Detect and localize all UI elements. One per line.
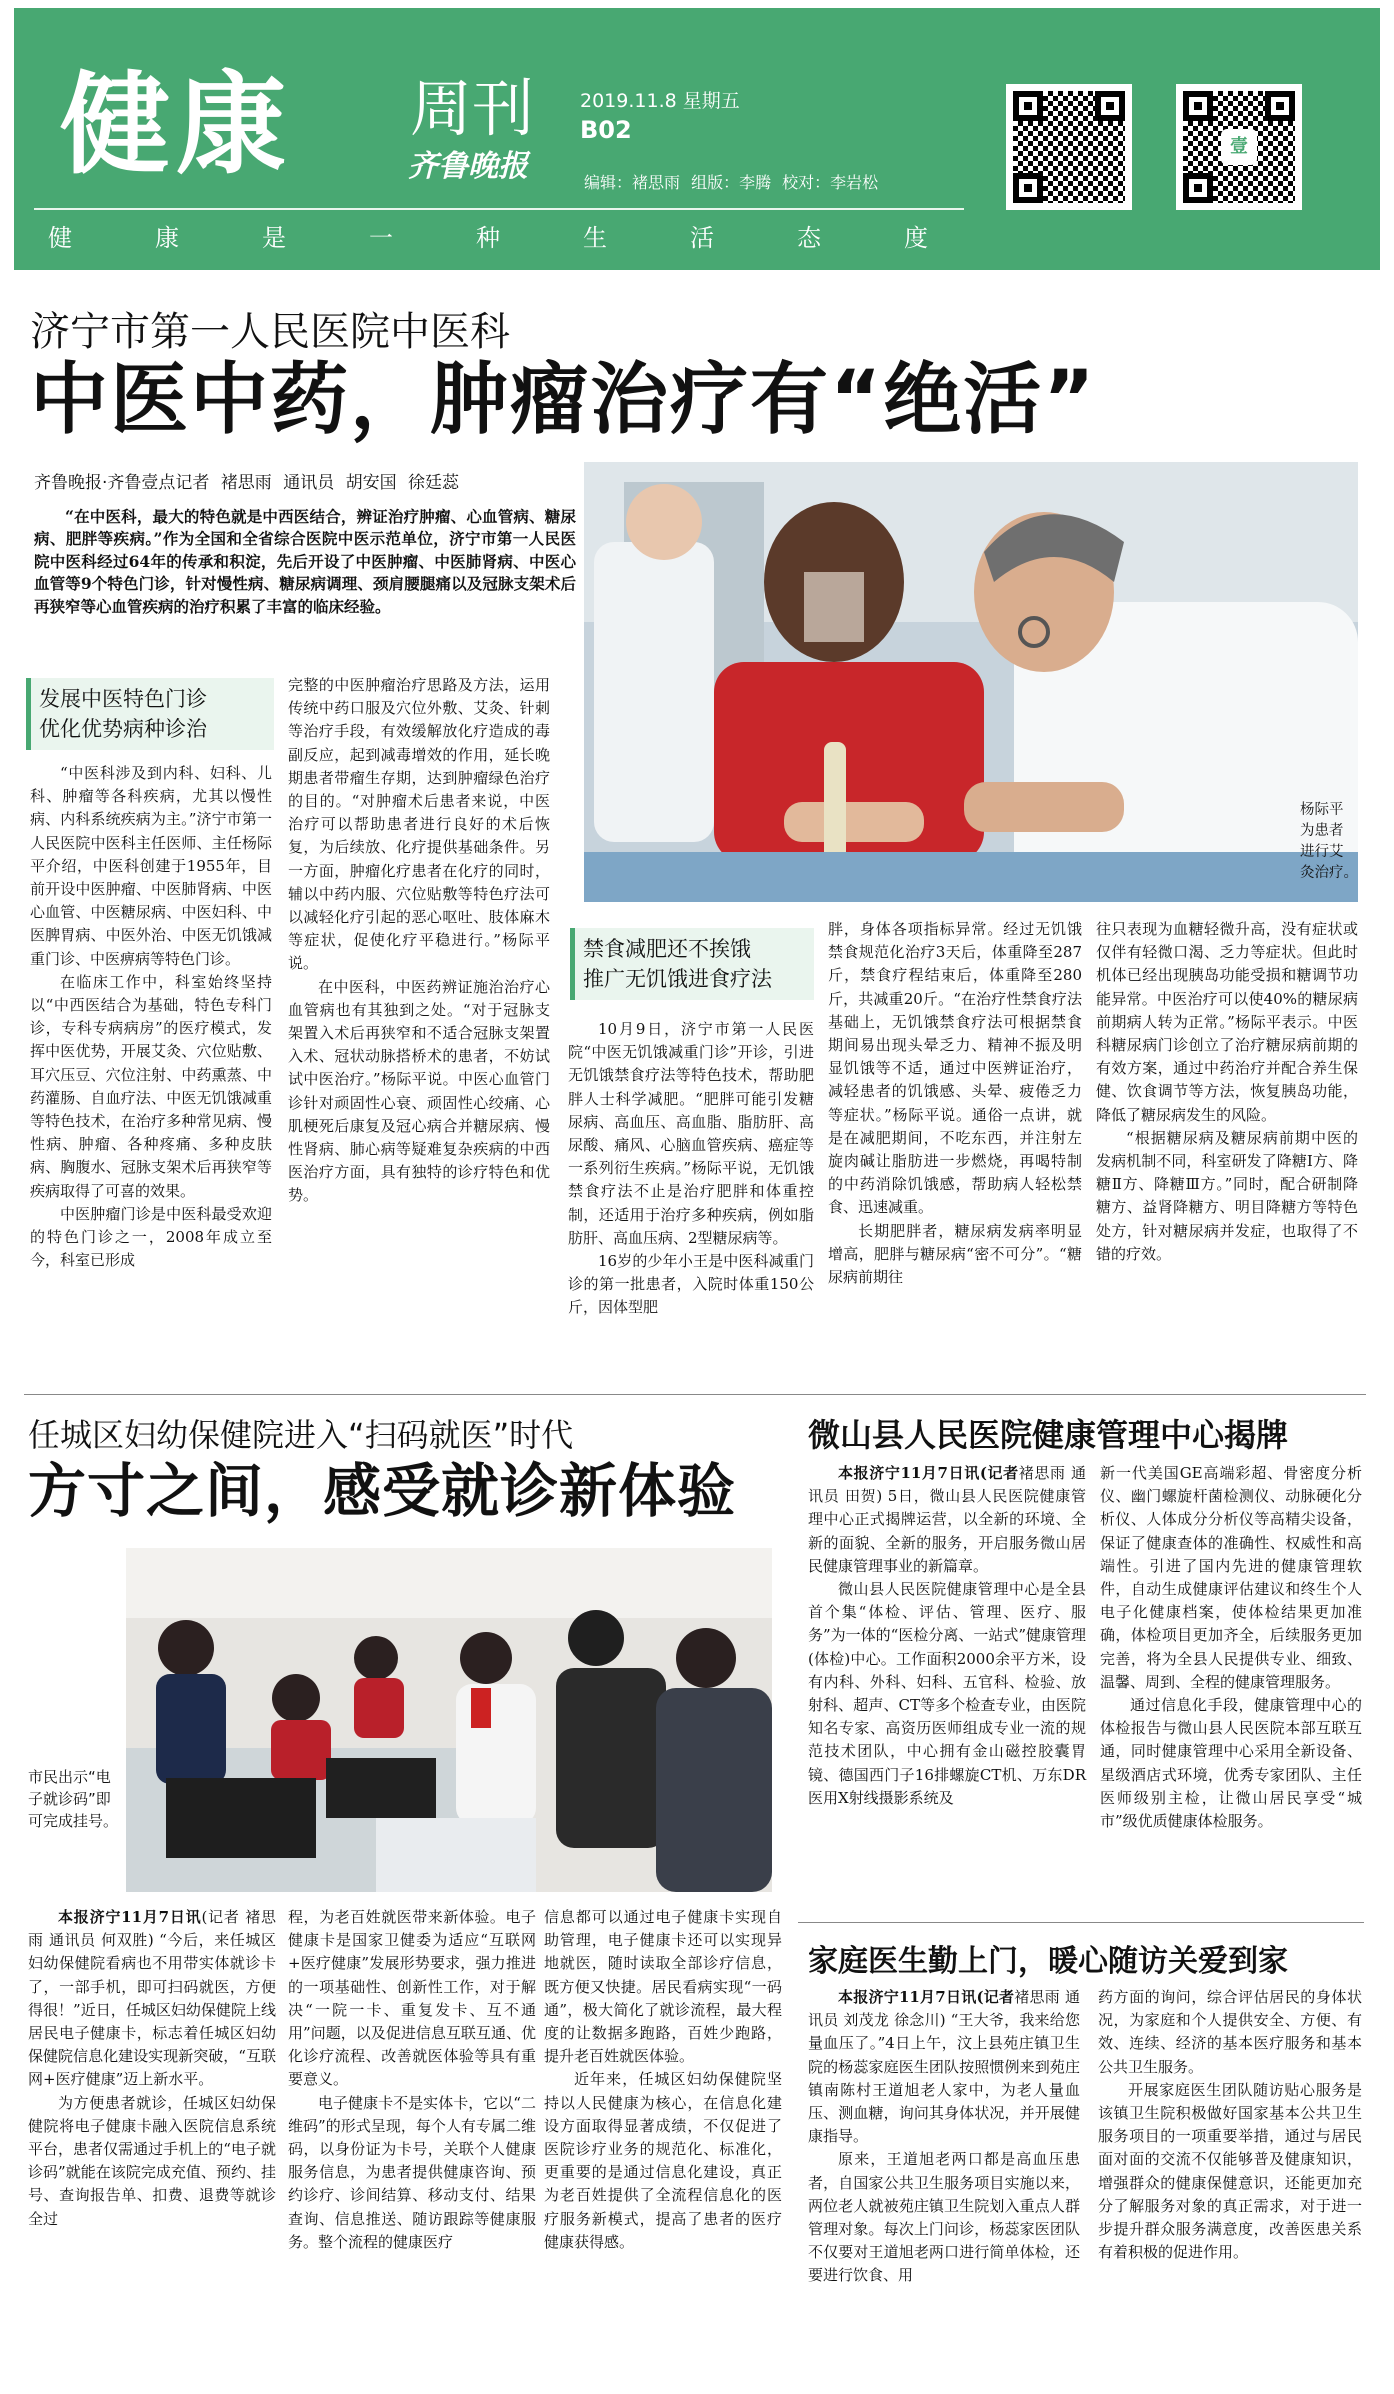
article-lead: [34, 506, 576, 618]
article-column: [808, 1986, 1080, 2288]
article-column: [28, 1906, 276, 2231]
paragraph: 往只表现为血糖轻微升高，没有症状或仅伴有轻微口渴、乏力等症状。但此时机体已经出现胰岛功能受损和糖调节功能异常。中医治疗可以使40%的糖尿病前期病人转为正常。”杨际平表示。中医科糖尿病门诊创立了治疗糖尿病前期的有效方案，通过中药治疗并配合养生保健、饮食调节等方法，恢复胰岛功能，降低了糖尿病发生的风险。: [1096, 920, 1358, 1124]
photo-caption: [1300, 800, 1360, 884]
slogan-char: 是: [262, 224, 286, 252]
paragraph: [28, 1906, 276, 2092]
slogan-char: 健: [48, 224, 72, 252]
masthead-title: 健康: [60, 61, 292, 189]
paragraph: 在临床工作中，科室始终坚持以“中西医结合为基础，特色专科门诊，专科专病病房”的医疗模式，发挥中医优势，开展艾灸、穴位贴敷、耳穴压豆、穴位注射、中药熏蒸、中药灌肠、自血疗法、中医无饥饿减重等特色技术，在治疗多种常见病、慢性病、肿瘤、各种疼痛、多种皮肤病、胸腹水、冠脉支架术后再狭窄等疾病取得了可喜的效果。: [30, 972, 272, 1200]
issue-date: 2019.11.8 星期五: [580, 90, 740, 112]
newspaper-brand-logo: 齐鲁晚报: [408, 149, 528, 184]
qr-logo: 壹: [1221, 129, 1257, 165]
caption-line: 灸治疗。: [1300, 865, 1358, 881]
paragraph-text: 褚思雨 通讯员 刘茂龙 徐念川) “王大爷，我来给您量血压了。”4日上午，汶上县苑庄镇卫生院的杨蕊家庭医生团队按照惯例来到苑庄镇南陈村王道旭老人家中，为老人量血压、测血糖，询问其身体状况，并开展健康指导。: [808, 1988, 1080, 2146]
section-subhead: 发展中医特色门诊 优化优势病种诊治: [26, 678, 274, 750]
article-headline: 家庭医生勤上门，暖心随访关爱到家: [808, 1944, 1288, 1979]
article-column: [1100, 1462, 1362, 1833]
lead-paragraph: “在中医科，最大的特色就是中西医结合，辨证治疗肿瘤、心血管病、糖尿病、肥胖等疾病。”作为全国和全省综合医院中医示范单位，济宁市第一人民医院中医科经过64年的传承和积淀，先后开设了中医肿瘤、中医肺肾病、中医心血管等9个特色门诊，针对慢性病、糖尿病调理、颈肩腰腿痛以及冠脉支架术后再狭窄等心血管疾病的治疗积累了丰富的临床经验。: [34, 507, 576, 616]
paragraph: 药方面的询问，综合评估居民的身体状况，为家庭和个人提供安全、方便、有效、连续、经济的基本医疗服务和基本公共卫生服务。: [1098, 1988, 1362, 2076]
paragraph: 16岁的少年小王是中医科减重门诊的第一批患者，入院时体重150公斤，因体型肥: [568, 1252, 814, 1317]
slogan-char: 生: [583, 224, 607, 252]
paragraph: [808, 1462, 1086, 1578]
moxibustion-photo: [584, 462, 1358, 902]
paragraph: 电子健康卡不是实体卡，它以“二维码”的形式呈现，每个人有专属二维码，以身份证为卡号，关联个人健康服务信息，为患者提供健康咨询、预约诊疗、诊间结算、移动支付、结果查询、信息推送、随访跟踪等健康服务。整个流程的健康医疗: [288, 2093, 536, 2251]
paragraph-text: 褚思雨 通讯员 田贺) 5日，微山县人民医院健康管理中心正式揭牌运营，以全新的环境、全新的面貌、全新的服务，开启服务微山居民健康管理事业的新篇章。: [808, 1464, 1086, 1575]
paragraph: 为方便患者就诊，任城区妇幼保健院将电子健康卡融入医院信息系统平台，患者仅需通过手机上的“电子就诊码”就能在该院完成充值、预约、挂号、查询报告单、扣费、退费等就诊全过: [28, 2093, 276, 2228]
photo-caption: 市民出示“电子就诊码”即可完成挂号。: [28, 1768, 119, 1830]
masthead-slogan: [48, 218, 928, 253]
editor-credits: 编辑：褚思雨 组版：李腾 校对：李岩松: [584, 173, 879, 192]
paragraph: 中医肿瘤门诊是中医科最受欢迎的特色门诊之一，2008年成立至今，科室已形成: [30, 1204, 272, 1270]
paragraph: 长期肥胖者，糖尿病发病率明显增高，肥胖与糖尿病“密不可分”。“糖尿病前期往: [828, 1221, 1082, 1287]
article-column: [544, 1906, 782, 2254]
paragraph: “根据糖尿病及糖尿病前期中医的发病机制不同，科室研发了降糖Ⅰ方、降糖Ⅱ方、降糖Ⅲ方。”同时，配合研制降糖方、益肾降糖方、明目降糖方等特色处方，针对糖尿病并发症，也取得了不错的疗效。: [1096, 1128, 1358, 1263]
slogan-char: 活: [690, 224, 714, 252]
masthead-weekly: 周刊: [410, 72, 535, 145]
section-subhead: 禁食减肥还不挨饿 推广无饥饿进食疗法: [570, 928, 814, 1000]
article-column: [828, 918, 1082, 1289]
paragraph: 近年来，任城区妇幼保健院坚持以人民健康为核心，在信息化建设方面取得显著成绩，不仅促进了医院诊疗业务的规范化、标准化，更重要的是通过信息化建设，真正为老百姓提供了全流程信息化的医疗服务新模式，提高了患者的医疗健康获得感。: [544, 2070, 782, 2251]
dateline: 本报济宁11月7日讯: [58, 1908, 202, 1926]
paragraph: 程，为老百姓就医带来新体验。电子健康卡是国家卫健委为适应“互联网+医疗健康”发展形势要求，强力推进的一项基础性、创新性工作，对于解决“一院一卡、重复发卡、互不通用”问题，以及促进信息互联互通、优化诊疗流程、改善就医体验等具有重要意义。: [288, 1908, 536, 2089]
section-divider: [24, 1394, 1366, 1395]
article-column: [808, 1462, 1086, 1810]
paragraph: 完整的中医肿瘤治疗思路及方法，运用传统中药口服及穴位外敷、艾灸、针刺等治疗手段，有效缓解放化疗造成的毒副反应，起到减毒增效的作用，延长晚期患者带瘤生存期，达到肿瘤绿色治疗的目的。“对肿瘤术后患者来说，中医治疗可以帮助患者进行良好的术后恢复，为后续放、化疗提供基础条件。另一方面，肿瘤化疗患者在化疗的同时，辅以中药内服、穴位贴敷等特色疗法可以减轻化疗引起的恶心呕吐、肢体麻木等症状，促使化疗平稳进行。”杨际平说。: [288, 676, 550, 973]
paragraph: 开展家庭医生团队随访贴心服务是该镇卫生院积极做好国家基本公共卫生服务项目的一项重要举措，通过与居民面对面的交流不仅能够普及健康知识，增强群众的健康保健意识，还能更加充分了解服务对象的真正需求，对于进一步提升群众服务满意度，改善医患关系有着积极的促进作用。: [1098, 2080, 1362, 2262]
paragraph: [808, 1986, 1080, 2148]
slogan-char: 度: [904, 224, 928, 252]
article-column: [30, 762, 272, 1272]
paragraph: 在中医科，中医药辨证施治治疗心血管病也有其独到之处。“对于冠脉支架置入术后再狭窄和不适合冠脉支架置入术、冠状动脉搭桥术的患者，不妨试试中医治疗。”杨际平说。中医心血管门诊针对顽固性心衰、顽固性心绞痛、心肌梗死后康复及冠心病合并糖尿病、慢性肾病、肺心病等疑难复杂疾病的中西医治疗方面，具有独特的诊疗特色和优势。: [288, 977, 550, 1205]
paragraph: 信息都可以通过电子健康卡实现自助管理，电子健康卡还可以实现异地就医，随时读取全部诊疗信息，既方便又快捷。居民看病实现“一码通”，极大简化了就诊流程，最大程度的让数据多跑路，百姓少跑路，提升老百姓就医体验。: [544, 1908, 782, 2066]
hospital-hall-photo: [126, 1548, 772, 1892]
paragraph: 通过信息化手段，健康管理中心的体检报告与微山县人民医院本部互联互通，同时健康管理中心采用全新设备、星级酒店式环境，优秀专家团队、主任医师级别主检，让微山居民享受“城市”级优质健康体检服务。: [1100, 1696, 1362, 1831]
qr-code-icon[interactable]: [1176, 84, 1302, 210]
paragraph: 10月9日，济宁市第一人民医院“中医无饥饿减重门诊”开诊，引进无饥饿禁食疗法等特色技术，帮助肥胖人士科学减肥。“肥胖可能引发糖尿病、高血压、高血脂、脂肪肝、高尿酸、痛风、心脑血管疾病、癌症等一系列衍生疾病。”杨际平说，无饥饿禁食疗法不止是治疗肥胖和体重控制，还适用于治疗多种疾病，例如脂肪肝、高血压病、2型糖尿病等。: [568, 1020, 814, 1247]
article-headline: 方寸之间，感受就诊新体验: [28, 1457, 737, 1525]
article-headline: 微山县人民医院健康管理中心揭牌: [808, 1416, 1289, 1454]
page-number: B02: [580, 116, 632, 144]
caption-line: 杨际平: [1300, 802, 1344, 818]
article-photo: [584, 462, 1358, 902]
article-kicker: 任城区妇幼保健院进入“扫码就医”时代: [28, 1416, 574, 1454]
qr-code-icon[interactable]: [1006, 84, 1132, 210]
article-column: [288, 674, 550, 1208]
article-column: [1098, 1986, 1362, 2264]
caption-line: 进行艾: [1300, 844, 1344, 860]
article-column: [1096, 918, 1358, 1266]
paragraph: 原来，王道旭老两口都是高血压患者，自国家公共卫生服务项目实施以来，两位老人就被苑庄镇卫生院划入重点人群管理对象。每次上门问诊，杨蕊家医团队不仅要对王道旭老两口进行简单体检，还要进行饮食、用: [808, 2150, 1080, 2285]
slogan-char: 康: [155, 224, 179, 252]
paragraph: “中医科涉及到内科、妇科、儿科、肿瘤等各科疾病，尤其以慢性病、内科系统疾病为主。”济宁市第一人民医院中医科主任医师、主任杨际平介绍，中医科创建于1955年，目前开设中医肿瘤、中医肺肾病、中医心血管、中医糖尿病、中医妇科、中医脾胃病、中医外治、中医无饥饿减重门诊、中医痹病等特色门诊。: [30, 764, 272, 968]
paragraph: 胖，身体各项指标异常。经过无饥饿禁食规范化治疗3天后，体重降至287斤，禁食疗程结束后，体重降至280斤，共减重20斤。“在治疗性禁食疗法基础上，无饥饿禁食疗法可根据禁食期间易出现头晕乏力、精神不振及明显饥饿等不适，通过中医辨证治疗，减轻患者的饥饿感、头晕、疲倦乏力等症状。”杨际平说。通俗一点讲，就是在减肥期间，不吃东西，并注射左旋肉碱让脂肪进一步燃烧，再喝特制的中药消除饥饿感，帮助病人轻松禁食、迅速减重。: [828, 920, 1082, 1217]
dateline: 本报济宁11月7日讯(记者: [838, 1988, 1015, 2006]
article-byline: 齐鲁晚报·齐鲁壹点记者 褚思雨 通讯员 胡安国 徐廷蕊: [34, 473, 460, 493]
caption-line: 为患者: [1300, 823, 1344, 839]
masthead-divider: [34, 208, 964, 210]
dateline: 本报济宁11月7日讯(记者: [838, 1464, 1019, 1482]
paragraph: 微山县人民医院健康管理中心是全县首个集“体检、评估、管理、医疗、服务”为一体的“医检分离、一站式”健康管理(体检)中心。工作面积2000余平方米，设有内科、外科、妇科、五官科、检验、放射科、超声、CT等多个检查专业，由医院知名专家、高资历医师组成专业一流的规范技术团队，中心拥有金山磁控胶囊胃镜、德国西门子16排螺旋CT机、万东DR医用X射线摄影系统及: [808, 1580, 1087, 1807]
slogan-char: 态: [797, 224, 821, 252]
article-headline: 中医中药，肿瘤治疗有“绝活”: [30, 355, 1097, 445]
article-column: [288, 1906, 536, 2254]
slogan-char: 一: [369, 224, 393, 252]
slogan-char: 种: [476, 224, 500, 252]
article-photo: [126, 1548, 772, 1892]
article-kicker: 济宁市第一人民医院中医科: [30, 309, 510, 355]
section-divider: [798, 1922, 1364, 1923]
paragraph-text: (记者 褚思雨 通讯员 何双胜) “今后，来任城区妇幼保健院看病也不用带实体就诊卡了，一部手机，即可扫码就医，方便得很！”近日，任城区妇幼保健院上线居民电子健康卡，标志着任城区妇幼保健院信息化建设实现新突破，“互联网+医疗健康”迈上新水平。: [28, 1908, 277, 2089]
paragraph: 新一代美国GE高端彩超、骨密度分析仪、幽门螺旋杆菌检测仪、动脉硬化分析仪、人体成分分析仪等高精尖设备，保证了健康查体的准确性、权威性和高端性。引进了国内先进的健康管理软件，自动生成健康评估建议和终生个人电子化健康档案，使体检结果更加准确，体检项目更加齐全，后续服务更加完善，将为全县人民提供专业、细致、温馨、周到、全程的健康管理服务。: [1100, 1464, 1362, 1691]
article-column: [568, 1018, 814, 1320]
